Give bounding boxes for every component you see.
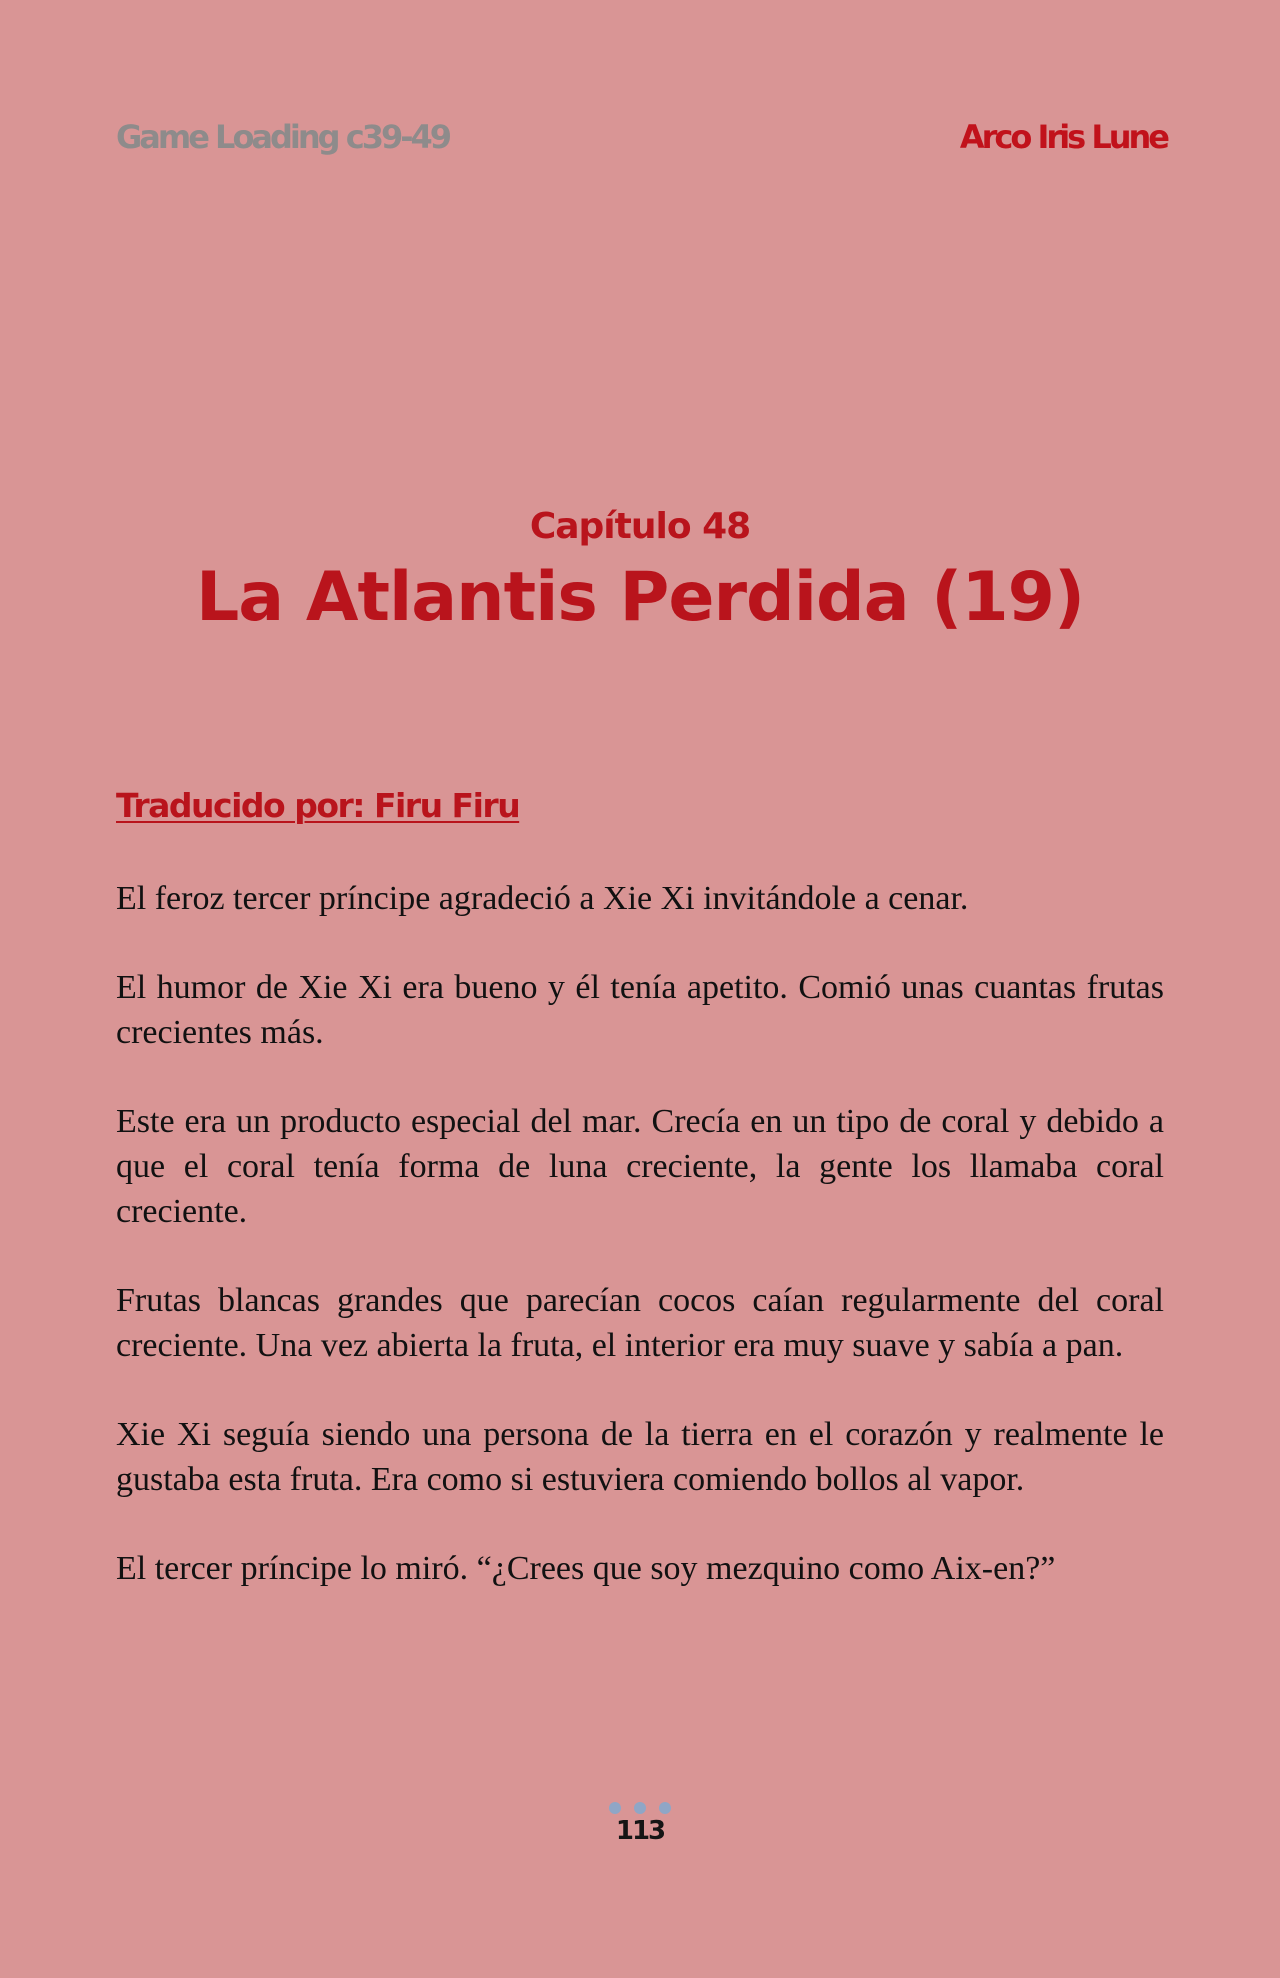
paragraph: Este era un producto especial del mar. Crecía en un tipo de coral y debido a que el coral tenía forma de luna creciente, la gente los llamaba coral creciente. bbox=[116, 1103, 1164, 1230]
page-ornament-dots bbox=[0, 1802, 1280, 1814]
paragraph: Xie Xi seguía siendo una persona de la tierra en el corazón y realmente le gustaba esta fruta. Era como si estuviera comiendo bollos al vapor. bbox=[116, 1416, 1164, 1498]
paragraph: El tercer príncipe lo miró. “¿Crees que soy mezquino como Aix-en?” bbox=[116, 1550, 1056, 1587]
paragraph: El humor de Xie Xi era bueno y él tenía apetito. Comió unas cuantas frutas crecientes más. bbox=[116, 969, 1164, 1051]
running-header-author: Arco Iris Lune bbox=[959, 118, 1167, 156]
translator-credit: Traducido por: Firu Firu bbox=[116, 786, 520, 825]
chapter-number: Capítulo 48 bbox=[529, 506, 751, 547]
page-number: 113 bbox=[615, 1816, 665, 1846]
ornament-dot bbox=[659, 1802, 671, 1814]
running-header-book-title: Game Loading c39-49 bbox=[116, 118, 450, 156]
paragraph: Frutas blancas grandes que parecían cocos caían regularmente del coral creciente. Una vez abierta la fruta, el interior era muy suave y sabía a pan. bbox=[116, 1282, 1164, 1364]
chapter-title: La Atlantis Perdida (19) bbox=[195, 558, 1085, 637]
paragraph: El feroz tercer príncipe agradeció a Xie Xi invitándole a cenar. bbox=[116, 880, 969, 917]
ornament-dot bbox=[609, 1802, 621, 1814]
chapter-body bbox=[116, 876, 1164, 1635]
ornament-dot bbox=[634, 1802, 646, 1814]
